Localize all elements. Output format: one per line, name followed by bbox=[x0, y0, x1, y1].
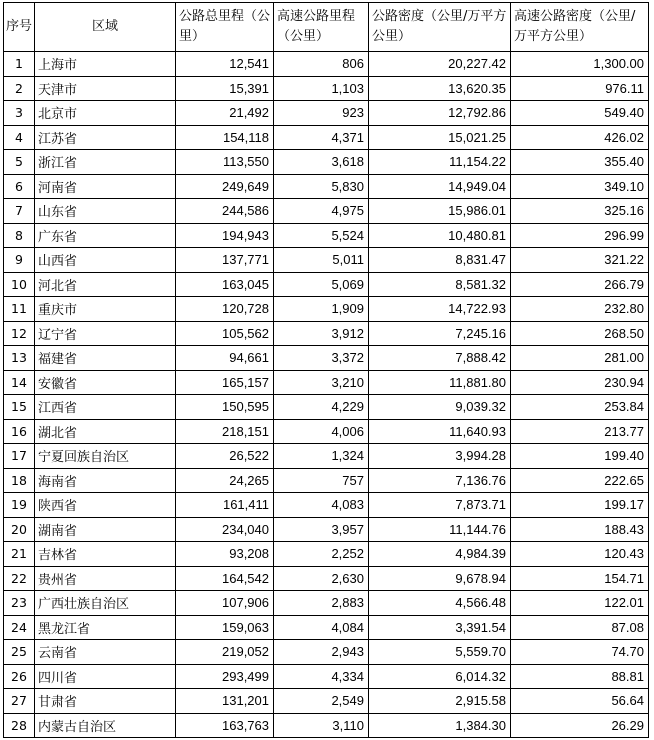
cell-density: 4,566.48 bbox=[369, 591, 511, 616]
cell-highway-km: 5,524 bbox=[274, 223, 369, 248]
cell-density: 15,986.01 bbox=[369, 199, 511, 224]
cell-index: 2 bbox=[4, 76, 35, 101]
cell-index: 20 bbox=[4, 517, 35, 542]
cell-density: 7,245.16 bbox=[369, 321, 511, 346]
cell-index: 8 bbox=[4, 223, 35, 248]
cell-highway-km: 806 bbox=[274, 52, 369, 77]
table-row bbox=[4, 468, 649, 493]
cell-highway-density: 26.29 bbox=[511, 713, 649, 738]
cell-index: 18 bbox=[4, 468, 35, 493]
table-row bbox=[4, 223, 649, 248]
cell-highway-km: 2,630 bbox=[274, 566, 369, 591]
cell-total-km: 94,661 bbox=[176, 346, 274, 371]
cell-index: 23 bbox=[4, 591, 35, 616]
cell-region: 广东省 bbox=[35, 223, 176, 248]
cell-region: 湖北省 bbox=[35, 419, 176, 444]
cell-total-km: 24,265 bbox=[176, 468, 274, 493]
cell-total-km: 120,728 bbox=[176, 297, 274, 322]
header-region: 区域 bbox=[35, 3, 176, 52]
cell-region: 湖南省 bbox=[35, 517, 176, 542]
cell-density: 20,227.42 bbox=[369, 52, 511, 77]
cell-total-km: 163,763 bbox=[176, 713, 274, 738]
highway-statistics-table bbox=[3, 2, 649, 738]
cell-highway-density: 122.01 bbox=[511, 591, 649, 616]
cell-highway-density: 199.17 bbox=[511, 493, 649, 518]
cell-highway-density: 349.10 bbox=[511, 174, 649, 199]
cell-density: 12,792.86 bbox=[369, 101, 511, 126]
cell-density: 10,480.81 bbox=[369, 223, 511, 248]
cell-total-km: 161,411 bbox=[176, 493, 274, 518]
cell-highway-density: 321.22 bbox=[511, 248, 649, 273]
cell-highway-km: 4,006 bbox=[274, 419, 369, 444]
cell-index: 24 bbox=[4, 615, 35, 640]
table-row bbox=[4, 150, 649, 175]
header-highway-km: 高速公路里程（公里） bbox=[274, 3, 369, 52]
cell-region: 浙江省 bbox=[35, 150, 176, 175]
cell-density: 2,915.58 bbox=[369, 689, 511, 714]
cell-highway-density: 88.81 bbox=[511, 664, 649, 689]
cell-highway-km: 3,957 bbox=[274, 517, 369, 542]
cell-highway-density: 232.80 bbox=[511, 297, 649, 322]
cell-density: 3,994.28 bbox=[369, 444, 511, 469]
cell-total-km: 194,943 bbox=[176, 223, 274, 248]
cell-total-km: 107,906 bbox=[176, 591, 274, 616]
cell-highway-km: 3,110 bbox=[274, 713, 369, 738]
cell-density: 8,581.32 bbox=[369, 272, 511, 297]
cell-highway-density: 188.43 bbox=[511, 517, 649, 542]
table-row bbox=[4, 664, 649, 689]
cell-density: 7,136.76 bbox=[369, 468, 511, 493]
cell-highway-density: 976.11 bbox=[511, 76, 649, 101]
cell-highway-density: 549.40 bbox=[511, 101, 649, 126]
cell-highway-km: 5,011 bbox=[274, 248, 369, 273]
cell-index: 27 bbox=[4, 689, 35, 714]
cell-total-km: 93,208 bbox=[176, 542, 274, 567]
cell-total-km: 113,550 bbox=[176, 150, 274, 175]
header-index: 序号 bbox=[4, 3, 35, 52]
table-row bbox=[4, 321, 649, 346]
cell-density: 6,014.32 bbox=[369, 664, 511, 689]
table-row bbox=[4, 615, 649, 640]
cell-highway-km: 4,229 bbox=[274, 395, 369, 420]
cell-density: 3,391.54 bbox=[369, 615, 511, 640]
cell-highway-km: 2,252 bbox=[274, 542, 369, 567]
cell-total-km: 234,040 bbox=[176, 517, 274, 542]
cell-density: 7,873.71 bbox=[369, 493, 511, 518]
cell-index: 26 bbox=[4, 664, 35, 689]
cell-index: 6 bbox=[4, 174, 35, 199]
cell-density: 15,021.25 bbox=[369, 125, 511, 150]
cell-index: 19 bbox=[4, 493, 35, 518]
table-row bbox=[4, 370, 649, 395]
cell-region: 江苏省 bbox=[35, 125, 176, 150]
cell-region: 江西省 bbox=[35, 395, 176, 420]
cell-region: 宁夏回族自治区 bbox=[35, 444, 176, 469]
table-row bbox=[4, 101, 649, 126]
cell-total-km: 12,541 bbox=[176, 52, 274, 77]
table-row bbox=[4, 689, 649, 714]
cell-index: 17 bbox=[4, 444, 35, 469]
table-row bbox=[4, 199, 649, 224]
cell-density: 1,384.30 bbox=[369, 713, 511, 738]
cell-total-km: 244,586 bbox=[176, 199, 274, 224]
cell-total-km: 249,649 bbox=[176, 174, 274, 199]
cell-highway-density: 268.50 bbox=[511, 321, 649, 346]
cell-total-km: 137,771 bbox=[176, 248, 274, 273]
cell-highway-km: 3,372 bbox=[274, 346, 369, 371]
cell-total-km: 159,063 bbox=[176, 615, 274, 640]
table-row bbox=[4, 591, 649, 616]
cell-highway-km: 2,943 bbox=[274, 640, 369, 665]
cell-index: 25 bbox=[4, 640, 35, 665]
cell-index: 14 bbox=[4, 370, 35, 395]
cell-highway-km: 4,334 bbox=[274, 664, 369, 689]
cell-density: 11,640.93 bbox=[369, 419, 511, 444]
cell-index: 21 bbox=[4, 542, 35, 567]
cell-highway-density: 56.64 bbox=[511, 689, 649, 714]
table-row bbox=[4, 125, 649, 150]
cell-total-km: 163,045 bbox=[176, 272, 274, 297]
cell-region: 内蒙古自治区 bbox=[35, 713, 176, 738]
table-row bbox=[4, 566, 649, 591]
cell-highway-km: 757 bbox=[274, 468, 369, 493]
cell-highway-density: 296.99 bbox=[511, 223, 649, 248]
cell-highway-km: 923 bbox=[274, 101, 369, 126]
cell-index: 16 bbox=[4, 419, 35, 444]
cell-region: 陕西省 bbox=[35, 493, 176, 518]
cell-total-km: 21,492 bbox=[176, 101, 274, 126]
cell-region: 广西壮族自治区 bbox=[35, 591, 176, 616]
table-row bbox=[4, 395, 649, 420]
table-row bbox=[4, 419, 649, 444]
cell-index: 10 bbox=[4, 272, 35, 297]
header-density: 公路密度（公里/万平方公里） bbox=[369, 3, 511, 52]
cell-index: 4 bbox=[4, 125, 35, 150]
cell-index: 3 bbox=[4, 101, 35, 126]
cell-total-km: 15,391 bbox=[176, 76, 274, 101]
cell-index: 28 bbox=[4, 713, 35, 738]
cell-total-km: 154,118 bbox=[176, 125, 274, 150]
table-row bbox=[4, 174, 649, 199]
cell-highway-km: 5,069 bbox=[274, 272, 369, 297]
cell-region: 云南省 bbox=[35, 640, 176, 665]
cell-highway-density: 230.94 bbox=[511, 370, 649, 395]
cell-density: 7,888.42 bbox=[369, 346, 511, 371]
cell-highway-density: 74.70 bbox=[511, 640, 649, 665]
cell-region: 安徽省 bbox=[35, 370, 176, 395]
table-row bbox=[4, 76, 649, 101]
table-row bbox=[4, 517, 649, 542]
cell-region: 四川省 bbox=[35, 664, 176, 689]
cell-region: 黑龙江省 bbox=[35, 615, 176, 640]
cell-density: 11,881.80 bbox=[369, 370, 511, 395]
table-header-row bbox=[4, 3, 649, 52]
cell-density: 9,678.94 bbox=[369, 566, 511, 591]
cell-region: 辽宁省 bbox=[35, 321, 176, 346]
cell-total-km: 165,157 bbox=[176, 370, 274, 395]
cell-density: 14,949.04 bbox=[369, 174, 511, 199]
cell-highway-km: 1,909 bbox=[274, 297, 369, 322]
table-row bbox=[4, 640, 649, 665]
cell-region: 上海市 bbox=[35, 52, 176, 77]
table-row bbox=[4, 248, 649, 273]
cell-density: 9,039.32 bbox=[369, 395, 511, 420]
header-total-km: 公路总里程（公里） bbox=[176, 3, 274, 52]
cell-highway-density: 253.84 bbox=[511, 395, 649, 420]
cell-region: 河北省 bbox=[35, 272, 176, 297]
cell-region: 福建省 bbox=[35, 346, 176, 371]
cell-highway-density: 154.71 bbox=[511, 566, 649, 591]
cell-index: 13 bbox=[4, 346, 35, 371]
cell-highway-km: 4,083 bbox=[274, 493, 369, 518]
table-row bbox=[4, 493, 649, 518]
cell-index: 9 bbox=[4, 248, 35, 273]
cell-total-km: 150,595 bbox=[176, 395, 274, 420]
cell-density: 13,620.35 bbox=[369, 76, 511, 101]
cell-highway-km: 5,830 bbox=[274, 174, 369, 199]
table-body bbox=[4, 52, 649, 738]
cell-total-km: 164,542 bbox=[176, 566, 274, 591]
table-row bbox=[4, 297, 649, 322]
cell-highway-km: 2,549 bbox=[274, 689, 369, 714]
cell-region: 甘肃省 bbox=[35, 689, 176, 714]
cell-highway-km: 4,084 bbox=[274, 615, 369, 640]
cell-highway-density: 426.02 bbox=[511, 125, 649, 150]
table-row bbox=[4, 444, 649, 469]
table-row bbox=[4, 346, 649, 371]
cell-index: 15 bbox=[4, 395, 35, 420]
cell-highway-density: 222.65 bbox=[511, 468, 649, 493]
cell-total-km: 219,052 bbox=[176, 640, 274, 665]
cell-highway-density: 355.40 bbox=[511, 150, 649, 175]
cell-index: 5 bbox=[4, 150, 35, 175]
cell-total-km: 218,151 bbox=[176, 419, 274, 444]
cell-region: 贵州省 bbox=[35, 566, 176, 591]
cell-region: 山东省 bbox=[35, 199, 176, 224]
cell-region: 吉林省 bbox=[35, 542, 176, 567]
cell-density: 8,831.47 bbox=[369, 248, 511, 273]
cell-region: 北京市 bbox=[35, 101, 176, 126]
cell-density: 11,154.22 bbox=[369, 150, 511, 175]
cell-index: 11 bbox=[4, 297, 35, 322]
cell-region: 山西省 bbox=[35, 248, 176, 273]
cell-highway-km: 2,883 bbox=[274, 591, 369, 616]
cell-density: 14,722.93 bbox=[369, 297, 511, 322]
table-row bbox=[4, 272, 649, 297]
cell-highway-km: 3,912 bbox=[274, 321, 369, 346]
cell-region: 重庆市 bbox=[35, 297, 176, 322]
cell-index: 7 bbox=[4, 199, 35, 224]
cell-highway-density: 1,300.00 bbox=[511, 52, 649, 77]
cell-density: 11,144.76 bbox=[369, 517, 511, 542]
cell-highway-density: 87.08 bbox=[511, 615, 649, 640]
cell-index: 12 bbox=[4, 321, 35, 346]
cell-highway-density: 199.40 bbox=[511, 444, 649, 469]
cell-highway-density: 213.77 bbox=[511, 419, 649, 444]
cell-total-km: 26,522 bbox=[176, 444, 274, 469]
cell-total-km: 293,499 bbox=[176, 664, 274, 689]
header-highway-density: 高速公路密度（公里/万平方公里） bbox=[511, 3, 649, 52]
table-row bbox=[4, 713, 649, 738]
cell-density: 5,559.70 bbox=[369, 640, 511, 665]
cell-highway-km: 1,324 bbox=[274, 444, 369, 469]
cell-highway-density: 120.43 bbox=[511, 542, 649, 567]
cell-highway-km: 3,618 bbox=[274, 150, 369, 175]
cell-density: 4,984.39 bbox=[369, 542, 511, 567]
cell-highway-km: 3,210 bbox=[274, 370, 369, 395]
cell-index: 22 bbox=[4, 566, 35, 591]
cell-highway-density: 266.79 bbox=[511, 272, 649, 297]
cell-region: 天津市 bbox=[35, 76, 176, 101]
table-row bbox=[4, 542, 649, 567]
table-row bbox=[4, 52, 649, 77]
cell-index: 1 bbox=[4, 52, 35, 77]
cell-total-km: 131,201 bbox=[176, 689, 274, 714]
cell-region: 河南省 bbox=[35, 174, 176, 199]
cell-highway-density: 281.00 bbox=[511, 346, 649, 371]
cell-highway-km: 4,371 bbox=[274, 125, 369, 150]
cell-total-km: 105,562 bbox=[176, 321, 274, 346]
cell-highway-km: 1,103 bbox=[274, 76, 369, 101]
cell-highway-density: 325.16 bbox=[511, 199, 649, 224]
cell-region: 海南省 bbox=[35, 468, 176, 493]
cell-highway-km: 4,975 bbox=[274, 199, 369, 224]
